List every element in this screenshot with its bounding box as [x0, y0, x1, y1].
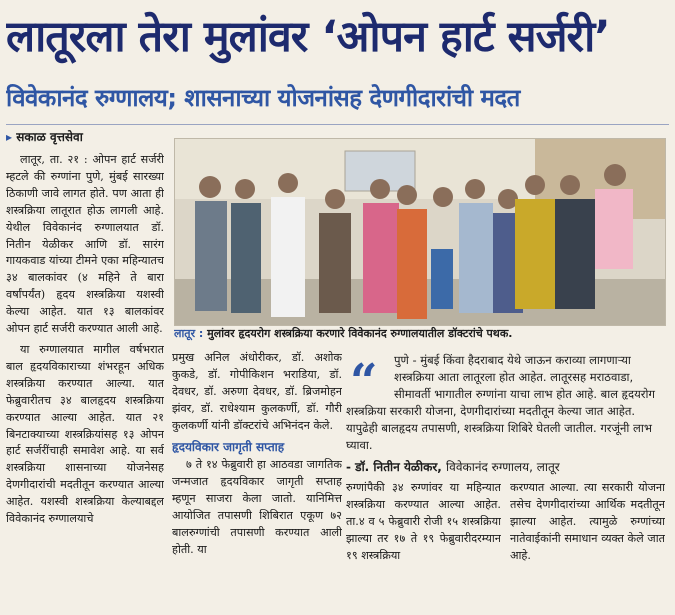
quote-text [346, 352, 664, 454]
quote-affiliation: विवेकानंद रुग्णालय, लातूर [446, 460, 560, 474]
quote-mark-icon: “ [350, 354, 378, 410]
quote-line: घ्यावा. [346, 438, 373, 452]
paragraph: ७ ते १४ फेब्रुवारी हा आठवडा जागतिक जन्मजात हृदयविकार जागृती सप्ताह म्हणून साजरा केला जातो. यानिमित्त आयोजित तपासणी शिबिरात एकूण ७२ बालरुग्णांची तपासणी करण्यात आली होती. या [172, 458, 342, 556]
paragraph: लातूर, ता. २१ : ओपन हार्ट सर्जरी म्हटले की रुग्णांना पुणे, मुंबई सारख्या ठिकाणी जावे लागत होते. पण आता ही शस्त्रक्रिया लातूरात होऊ लागली आहे. येथील विवेकानंद रुग्णालयात डॉ. नितीन येळीकर आणि डॉ. सारंग गायकवाड यांच्या टीमने एका महिन्यातच ३४ बालकांवर (४ महिने ते बारा वर्षांपर्यंत) हृदय शस्त्रक्रिया यशस्वी केल्या आहेत. यात १३ बालकांवर ओपन हार्ट सर्जरी करण्यात आली आहे. [6, 153, 164, 336]
caption-lead: लातूर : [174, 327, 204, 340]
quote-author: - डॉ. नितीन येळीकर, [346, 460, 442, 474]
quote-attribution [346, 458, 560, 475]
section-heading: हृदयविकार जागृती सप्ताह [172, 439, 285, 454]
quote-line: शस्त्रक्रिया सरकारी योजना, देणगीदारांच्या मदतीतून केल्या जात आहेत. [346, 404, 636, 418]
article-column-3 [346, 480, 501, 610]
paragraph: प्रमुख अनिल अंधोरीकर, डॉ. अशोक कुकडे, डॉ. गोपीकिशन भराडिया, डॉ. देवधर, डॉ. अरुणा देवधर, डॉ. ब्रिजमोहन झंवर, डॉ. राधेश्याम कुलकर्णी, डॉ. गौरी कुलकर्णी यांनी डॉक्टरांचे अभिनंदन केले. [172, 351, 342, 432]
caption-text: मुलांवर हृदयरोग शस्त्रक्रिया करणारे विवेकानंद रुग्णालयातील डॉक्टरांचे पथक. [207, 327, 513, 340]
quote-line: सीमावर्ती भागातील रुग्णांना याचा लाभ होत आहे. बाल हृदयरोग [394, 387, 655, 401]
paragraph: करण्यात आल्या. त्या सरकारी योजना तसेच देणगीदारांच्या आर्थिक मदतीतून झाल्या आहेत. त्यामुळे रुग्णांच्या नातेवाईकांनी समाधान व्यक्त केले जात आहे. [510, 481, 665, 562]
team-photo [174, 138, 666, 326]
triangle-icon: ▸ [6, 130, 13, 144]
article-column-2 [172, 350, 342, 610]
byline [6, 128, 166, 146]
divider [6, 124, 669, 125]
pull-quote [346, 352, 664, 476]
byline-text: सकाळ वृत्तसेवा [16, 130, 83, 144]
paragraph: या रुग्णालयात मागील वर्षभरात बाल हृदयविकाराच्या शंभरहून अधिक शस्त्रक्रिया करण्यात आल्या. यात फेब्रुवारीतच ३४ बालहृदय शस्त्रक्रिया करण्यात आल्या आहेत. यात २१ बिनटाक्याच्या शस्त्रक्रियांसह १३ ओपन हार्ट सर्जरींचाही समावेश आहे. या सर्व शस्त्रक्रिया शासनाच्या योजनेसह देणगीदारांची मदतीतून करण्यात आल्या आहेत. यशस्वी शस्त्रक्रिया केल्याबद्दल विवेकानंद रुग्णालयाचे [6, 342, 164, 526]
quote-line: शस्त्रक्रिया आता लातूरला होत आहेत. लातूरसह मराठवाडा, [394, 370, 634, 384]
article-column-1 [6, 152, 164, 610]
headline: लातूरला तेरा मुलांवर ‘ओपन हार्ट सर्जरी’ [6, 12, 610, 62]
article-column-4 [510, 480, 665, 610]
photo-caption [174, 326, 664, 344]
paragraph: रुग्णांपैकी ३४ रुग्णांवर या महिन्यात शस्त्रक्रिया करण्यात आल्या आहेत. ता.४ व ५ फेब्रुवारी रोजी १५ शस्त्रक्रिया झाल्या तर १७ ते १९ फेब्रुवारीदरम्यान १९ शस्त्रक्रिया [346, 481, 501, 562]
quote-line: यापुढेही बालहृदय तपासणी, शस्त्रक्रिया शिबिरे घेतली जातील. गरजूंनी लाभ [346, 421, 652, 435]
quote-line: पुणे - मुंबई किंवा हैदराबाद येथे जाऊन कराव्या लागणाऱ्या [394, 353, 631, 367]
subheadline: विवेकानंद रुग्णालय; शासनाच्या योजनांसह देणगीदारांची मदत [6, 84, 520, 112]
